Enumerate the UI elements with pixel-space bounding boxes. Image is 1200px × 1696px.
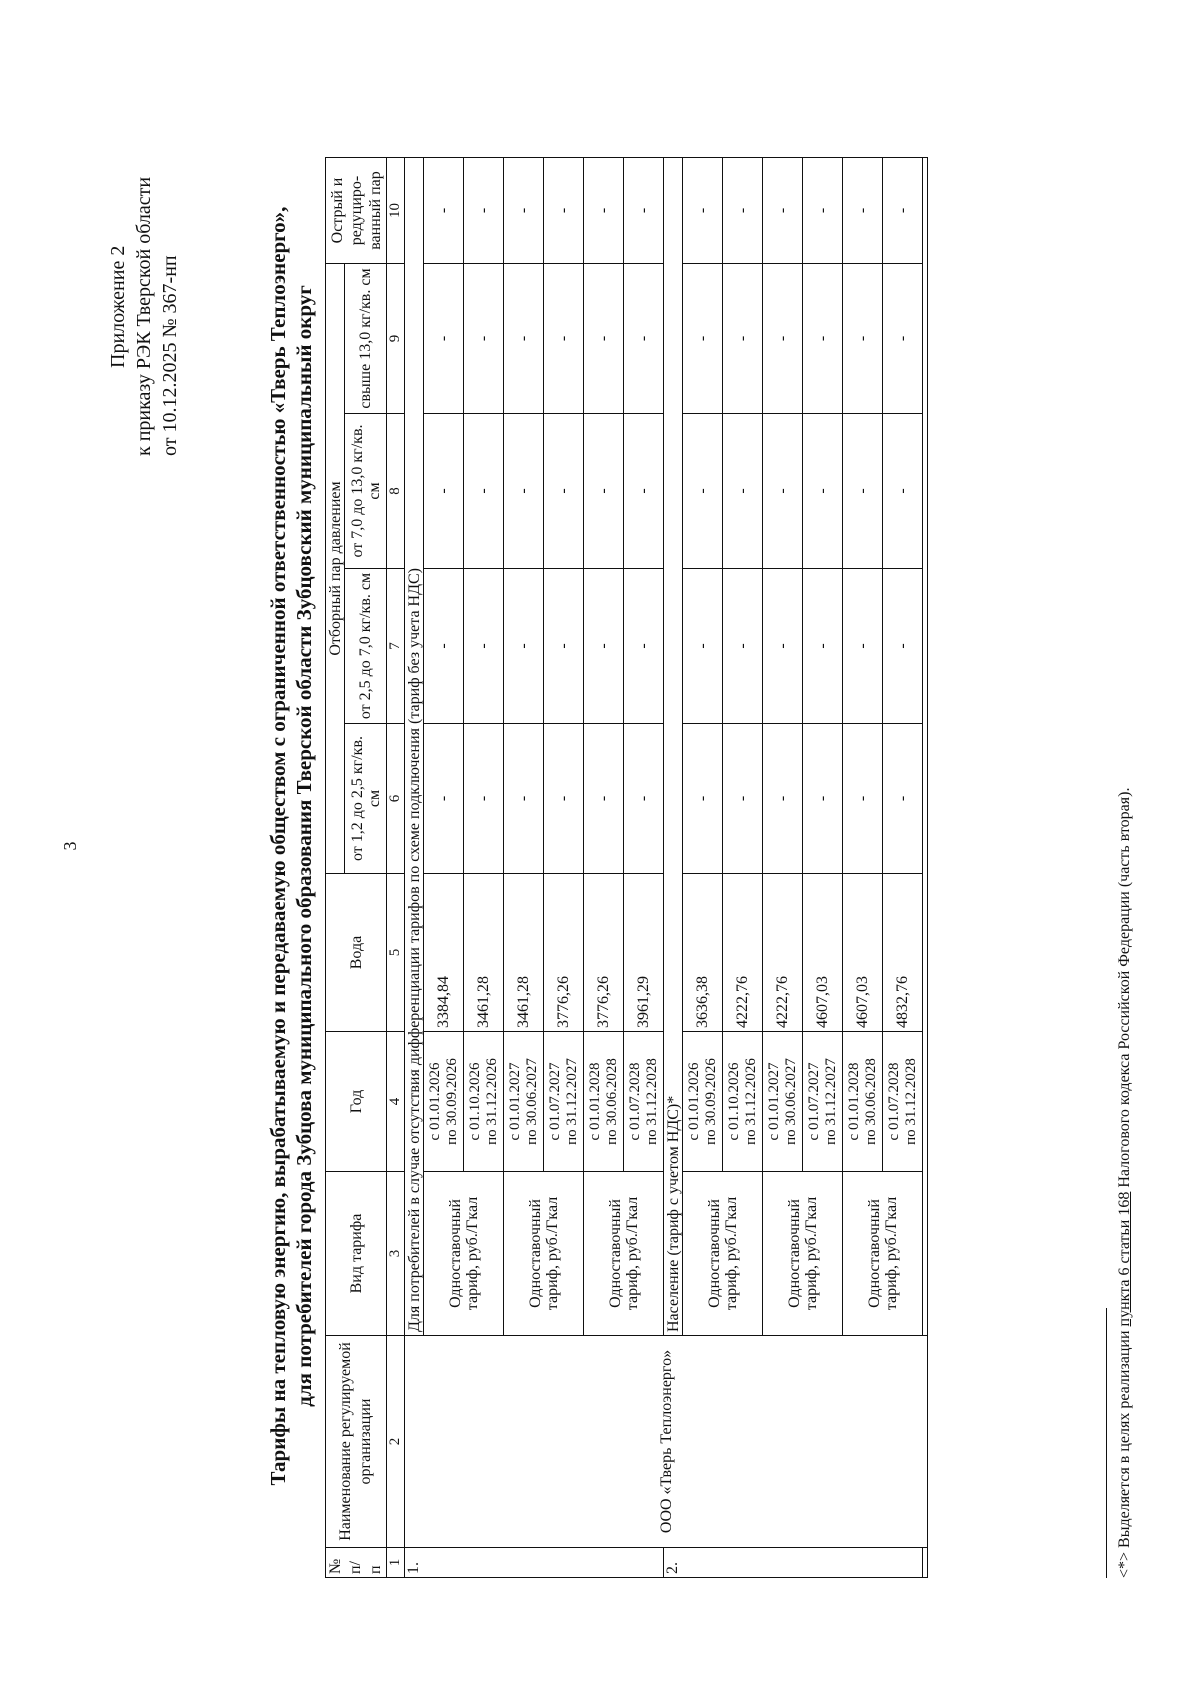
annex-block bbox=[105, 177, 183, 456]
period-from: с 01.01.2028 bbox=[845, 1062, 862, 1141]
footnote-suffix: Налогового кодекса Российской Федерации (часть вторая). bbox=[1116, 787, 1133, 1192]
empty-value-cell: - bbox=[683, 724, 723, 874]
annex-title: Приложение 2 bbox=[107, 245, 129, 368]
empty-value-cell: - bbox=[763, 414, 803, 569]
col-number: 6 bbox=[387, 724, 405, 874]
water-tariff-cell: 3776,26 bbox=[584, 874, 624, 1032]
title-line-1: Тарифы на тепловую энергию, вырабатываемую и передаваемую обществом с ограниченной ответственностью «Тверь Теплоэнерго», bbox=[266, 206, 290, 1486]
empty-value-cell: - bbox=[544, 724, 584, 874]
empty-value-cell: - bbox=[584, 569, 624, 724]
empty-value-cell: - bbox=[683, 414, 723, 569]
period-from: с 01.07.2027 bbox=[805, 1062, 822, 1141]
page-number: 3 bbox=[60, 841, 80, 851]
col-number: 1 bbox=[387, 1548, 405, 1578]
empty-value-cell: - bbox=[803, 414, 843, 569]
empty-value-cell: - bbox=[763, 569, 803, 724]
empty-value-cell: - bbox=[723, 158, 763, 264]
water-tariff-cell: 3776,26 bbox=[544, 874, 584, 1032]
period-from: с 01.07.2027 bbox=[546, 1062, 563, 1141]
period-to: по 30.06.2028 bbox=[862, 1058, 879, 1145]
period-cell bbox=[883, 1032, 923, 1172]
empty-value-cell: - bbox=[803, 158, 843, 264]
empty-value-cell: - bbox=[883, 158, 923, 264]
period-from: с 01.01.2028 bbox=[586, 1062, 603, 1141]
empty-value-cell: - bbox=[624, 158, 664, 264]
empty-value-cell: - bbox=[723, 264, 763, 414]
empty-value-cell: - bbox=[843, 264, 883, 414]
header-year: Год bbox=[326, 1032, 387, 1172]
empty-value-cell: - bbox=[584, 264, 624, 414]
period-to: по 31.12.2026 bbox=[742, 1058, 759, 1145]
period-from: с 01.10.2026 bbox=[466, 1062, 483, 1141]
tariff-type-cell: Одноставочный тариф, руб./Гкал bbox=[424, 1172, 504, 1336]
period-to: по 30.06.2028 bbox=[603, 1058, 620, 1145]
blank-cell bbox=[923, 158, 928, 1336]
header-num: № п/ п bbox=[326, 1548, 387, 1578]
blank-cell bbox=[923, 1548, 928, 1578]
organization-name: ООО «Тверь Теплоэнерго» bbox=[405, 1336, 928, 1548]
period-cell bbox=[424, 1032, 464, 1172]
water-tariff-cell: 4607,03 bbox=[803, 874, 843, 1032]
period-cell bbox=[843, 1032, 883, 1172]
period-cell bbox=[544, 1032, 584, 1172]
period-cell bbox=[584, 1032, 624, 1172]
empty-value-cell: - bbox=[464, 158, 504, 264]
col-number: 8 bbox=[387, 414, 405, 569]
empty-value-cell: - bbox=[464, 414, 504, 569]
empty-value-cell: - bbox=[723, 414, 763, 569]
empty-value-cell: - bbox=[424, 158, 464, 264]
col-number: 7 bbox=[387, 569, 405, 724]
period-from: с 01.01.2027 bbox=[765, 1062, 782, 1141]
tariff-type-cell: Одноставочный тариф, руб./Гкал bbox=[584, 1172, 664, 1336]
tariff-type-cell: Одноставочный тариф, руб./Гкал bbox=[763, 1172, 843, 1336]
header-steam-2: от 2,5 до 7,0 кг/кв. см bbox=[345, 569, 387, 724]
section-index: 2. bbox=[664, 1548, 923, 1578]
empty-value-cell: - bbox=[544, 569, 584, 724]
empty-value-cell: - bbox=[504, 569, 544, 724]
header-steam-4: свыше 13,0 кг/кв. см bbox=[345, 264, 387, 414]
period-to: по 31.12.2028 bbox=[643, 1058, 660, 1145]
footnote-prefix: <*> Выделяется в целях реализации bbox=[1116, 1326, 1133, 1578]
empty-value-cell: - bbox=[843, 158, 883, 264]
col-number: 5 bbox=[387, 874, 405, 1032]
title-line-2: для потребителей города Зубцова муниципального образования Тверской области Зубцовский муниципальный округ bbox=[292, 285, 316, 1407]
empty-value-cell: - bbox=[624, 724, 664, 874]
empty-value-cell: - bbox=[883, 264, 923, 414]
footnote bbox=[1116, 788, 1134, 1578]
empty-value-cell: - bbox=[723, 724, 763, 874]
section-index: 1. bbox=[405, 1548, 664, 1578]
header-water: Вода bbox=[326, 874, 387, 1032]
empty-value-cell: - bbox=[883, 414, 923, 569]
col-number: 9 bbox=[387, 264, 405, 414]
period-from: с 01.01.2026 bbox=[685, 1062, 702, 1141]
empty-value-cell: - bbox=[683, 569, 723, 724]
empty-value-cell: - bbox=[464, 569, 504, 724]
water-tariff-cell: 4607,03 bbox=[843, 874, 883, 1032]
water-tariff-cell: 3961,29 bbox=[624, 874, 664, 1032]
annex-order-ref: к приказу РЭК Тверской области bbox=[133, 176, 155, 456]
empty-value-cell: - bbox=[464, 724, 504, 874]
period-cell bbox=[464, 1032, 504, 1172]
period-to: по 31.12.2026 bbox=[483, 1058, 500, 1145]
header-steam-3: от 7,0 до 13,0 кг/кв. см bbox=[345, 414, 387, 569]
water-tariff-cell: 3384,84 bbox=[424, 874, 464, 1032]
empty-value-cell: - bbox=[424, 569, 464, 724]
period-cell bbox=[803, 1032, 843, 1172]
column-number-row bbox=[387, 158, 405, 1578]
water-tariff-cell: 3636,38 bbox=[683, 874, 723, 1032]
period-cell bbox=[683, 1032, 723, 1172]
empty-value-cell: - bbox=[624, 414, 664, 569]
annex-order-date: от 10.12.2025 № 367-нп bbox=[159, 255, 181, 456]
col-number: 3 bbox=[387, 1172, 405, 1336]
empty-value-cell: - bbox=[843, 569, 883, 724]
tariff-type-cell: Одноставочный тариф, руб./Гкал bbox=[504, 1172, 584, 1336]
period-from: с 01.07.2028 bbox=[626, 1062, 643, 1141]
section-label: Население (тариф с учетом НДС)* bbox=[664, 158, 683, 1336]
water-tariff-cell: 4222,76 bbox=[723, 874, 763, 1032]
period-to: по 30.06.2027 bbox=[523, 1058, 540, 1145]
empty-value-cell: - bbox=[803, 569, 843, 724]
water-tariff-cell: 3461,28 bbox=[464, 874, 504, 1032]
empty-value-cell: - bbox=[843, 724, 883, 874]
footnote-rule bbox=[1106, 1308, 1107, 1578]
header-tariff-type: Вид тарифа bbox=[326, 1172, 387, 1336]
footnote-link[interactable]: пункта 6 статьи 168 bbox=[1116, 1191, 1133, 1327]
section-label: Для потребителей в случае отсутствия дифференциации тарифов по схеме подключения (тариф без учета НДС) bbox=[405, 158, 424, 1336]
empty-value-cell: - bbox=[424, 724, 464, 874]
tariff-type-cell: Одноставочный тариф, руб./Гкал bbox=[683, 1172, 763, 1336]
period-to: по 30.06.2027 bbox=[782, 1058, 799, 1145]
empty-value-cell: - bbox=[883, 724, 923, 874]
period-cell bbox=[723, 1032, 763, 1172]
header-steam-1: от 1,2 до 2,5 кг/кв. см bbox=[345, 724, 387, 874]
document-title bbox=[265, 196, 317, 1496]
water-tariff-cell: 4832,76 bbox=[883, 874, 923, 1032]
empty-value-cell: - bbox=[424, 264, 464, 414]
period-cell bbox=[763, 1032, 803, 1172]
empty-value-cell: - bbox=[464, 264, 504, 414]
empty-value-cell: - bbox=[843, 414, 883, 569]
col-number: 4 bbox=[387, 1032, 405, 1172]
empty-value-cell: - bbox=[544, 414, 584, 569]
empty-value-cell: - bbox=[584, 158, 624, 264]
empty-value-cell: - bbox=[584, 414, 624, 569]
empty-value-cell: - bbox=[624, 569, 664, 724]
empty-value-cell: - bbox=[544, 158, 584, 264]
empty-value-cell: - bbox=[683, 264, 723, 414]
section-row bbox=[405, 158, 424, 1578]
empty-value-cell: - bbox=[624, 264, 664, 414]
period-to: по 30.09.2026 bbox=[443, 1058, 460, 1145]
period-to: по 30.09.2026 bbox=[702, 1058, 719, 1145]
empty-value-cell: - bbox=[803, 724, 843, 874]
header-hot-steam: Острый и редуциро-ванный пар bbox=[326, 158, 387, 264]
empty-value-cell: - bbox=[504, 264, 544, 414]
period-to: по 31.12.2027 bbox=[822, 1058, 839, 1145]
empty-value-cell: - bbox=[763, 724, 803, 874]
period-cell bbox=[624, 1032, 664, 1172]
water-tariff-cell: 3461,28 bbox=[504, 874, 544, 1032]
tariff-type-cell: Одноставочный тариф, руб./Гкал bbox=[843, 1172, 923, 1336]
empty-value-cell: - bbox=[504, 724, 544, 874]
empty-value-cell: - bbox=[683, 158, 723, 264]
empty-value-cell: - bbox=[803, 264, 843, 414]
empty-value-cell: - bbox=[883, 569, 923, 724]
period-from: с 01.07.2028 bbox=[885, 1062, 902, 1141]
header-steam-group: Отборный пар давлением bbox=[326, 264, 345, 874]
period-from: с 01.01.2026 bbox=[426, 1062, 443, 1141]
table-body bbox=[387, 158, 928, 1578]
col-number: 10 bbox=[387, 158, 405, 264]
empty-value-cell: - bbox=[544, 264, 584, 414]
period-from: с 01.01.2027 bbox=[506, 1062, 523, 1141]
period-to: по 31.12.2027 bbox=[563, 1058, 580, 1145]
header-org: Наименование регулируемой организации bbox=[326, 1336, 387, 1548]
period-cell bbox=[504, 1032, 544, 1172]
empty-value-cell: - bbox=[504, 158, 544, 264]
period-from: с 01.10.2026 bbox=[725, 1062, 742, 1141]
empty-value-cell: - bbox=[763, 264, 803, 414]
empty-value-cell: - bbox=[584, 724, 624, 874]
empty-value-cell: - bbox=[424, 414, 464, 569]
empty-value-cell: - bbox=[763, 158, 803, 264]
period-to: по 31.12.2028 bbox=[902, 1058, 919, 1145]
empty-value-cell: - bbox=[723, 569, 763, 724]
water-tariff-cell: 4222,76 bbox=[763, 874, 803, 1032]
empty-value-cell: - bbox=[504, 414, 544, 569]
col-number: 2 bbox=[387, 1336, 405, 1548]
tariff-table bbox=[325, 157, 928, 1578]
